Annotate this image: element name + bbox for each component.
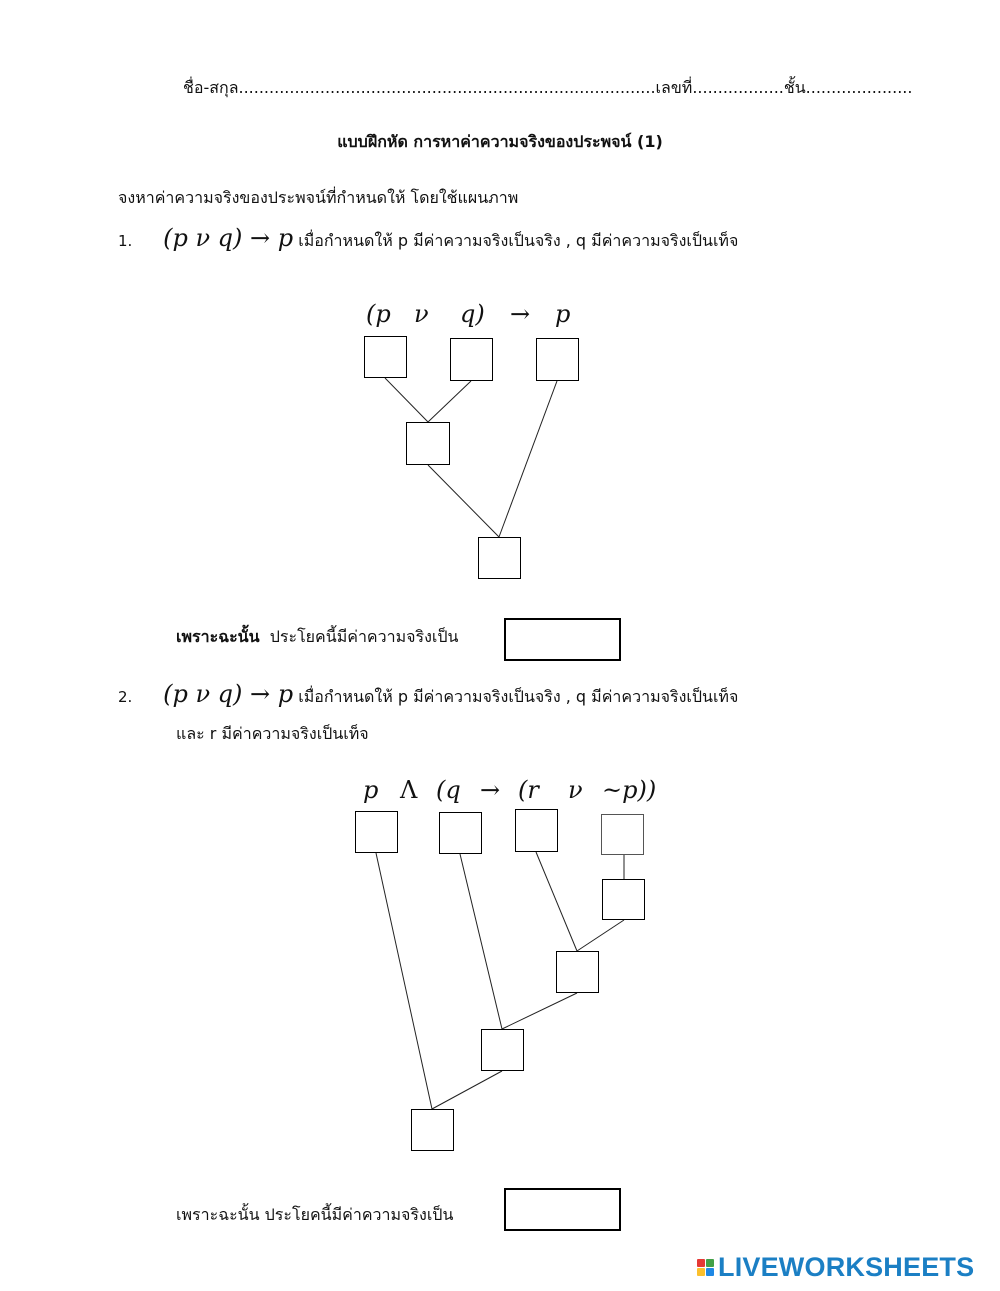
question-1-condition: เมื่อกำหนดให้ p มีค่าความจริงเป็นจริง , q มีค่าความจริงเป็นเท็จ bbox=[298, 231, 739, 250]
question-2-condition: เมื่อกำหนดให้ p มีค่าความจริงเป็นจริง , q มีค่าความจริงเป็นเท็จ bbox=[298, 687, 739, 706]
question-1-expression: (p ν q) → p bbox=[163, 224, 294, 252]
q2-box-and-result[interactable] bbox=[411, 1109, 454, 1151]
question-2 bbox=[118, 680, 738, 710]
q2-label-not-p-close: ~p)) bbox=[602, 776, 657, 804]
q2-line-implies-to-and bbox=[432, 1071, 502, 1109]
q2-box-p[interactable] bbox=[355, 811, 398, 853]
q1-label-or: ν bbox=[414, 300, 429, 328]
q2-line-or-to-implies bbox=[502, 993, 577, 1029]
logo-icon bbox=[697, 1259, 714, 1276]
q2-box-or[interactable] bbox=[556, 951, 599, 993]
q2-line-r-to-or bbox=[536, 852, 577, 951]
q2-answer-box[interactable] bbox=[504, 1188, 621, 1231]
q2-label-r-open: (r bbox=[518, 776, 539, 804]
page-title: แบบฝึกหัด การหาค่าความจริงของประพจน์ (1) bbox=[337, 132, 663, 151]
q2-line-q-to-implies bbox=[460, 854, 502, 1029]
q1-answer-box[interactable] bbox=[504, 618, 621, 661]
q1-line-q-to-or bbox=[428, 381, 471, 422]
q2-box-r[interactable] bbox=[515, 809, 558, 852]
instructions: จงหาค่าความจริงของประพจน์ที่กำหนดให้ โดยใช้แผนภาพ bbox=[118, 188, 519, 207]
student-info-line bbox=[183, 76, 912, 101]
class-field[interactable]: ..................... bbox=[805, 78, 913, 97]
q2-box-implies[interactable] bbox=[481, 1029, 524, 1071]
q1-box-p[interactable] bbox=[364, 336, 407, 378]
q1-label-p: p bbox=[555, 300, 571, 328]
q2-label-p: p bbox=[363, 776, 379, 804]
number-field[interactable]: .................. bbox=[692, 78, 784, 97]
q2-line-notp-to-or bbox=[577, 920, 624, 951]
question-2-condition-line2: และ r มีค่าความจริงเป็นเท็จ bbox=[176, 724, 369, 743]
q1-label-q-close: q) bbox=[460, 300, 485, 328]
q1-line-or-to-result bbox=[428, 465, 499, 537]
q2-box-not-p[interactable] bbox=[602, 879, 645, 920]
q1-label-implies: → bbox=[510, 300, 531, 328]
q2-box-q[interactable] bbox=[439, 812, 482, 854]
name-field[interactable]: .................................................................................. bbox=[238, 78, 656, 97]
q2-label-q-open: (q bbox=[436, 776, 461, 804]
name-label: ชื่อ-สกุล bbox=[183, 78, 239, 97]
q1-box-q[interactable] bbox=[450, 338, 493, 381]
q1-therefore: เพราะฉะนั้น bbox=[176, 627, 260, 646]
q2-label-or: ν bbox=[568, 776, 583, 804]
q2-answer-label: เพราะฉะนั้น ประโยคนี้มีค่าความจริงเป็น bbox=[176, 1205, 454, 1224]
q1-answer-text: ประโยคนี้มีค่าความจริงเป็น bbox=[269, 627, 459, 646]
class-label: ชั้น bbox=[783, 78, 806, 97]
question-1-number: 1. bbox=[118, 232, 133, 250]
q2-box-p-given[interactable] bbox=[601, 814, 644, 855]
q1-answer-label bbox=[176, 625, 458, 650]
q2-line-p-to-and bbox=[376, 853, 432, 1109]
question-2-expression: (p ν q) → p bbox=[163, 680, 294, 708]
q1-box-p-right[interactable] bbox=[536, 338, 579, 381]
q1-label-p-open: (p bbox=[366, 300, 391, 328]
logo-text: LIVEWORKSHEETS bbox=[718, 1252, 975, 1282]
q2-label-implies: → bbox=[480, 776, 501, 804]
q2-label-and: Λ bbox=[400, 776, 418, 804]
number-label: เลขที่ bbox=[655, 78, 693, 97]
q1-line-p-to-or bbox=[385, 378, 428, 422]
question-1 bbox=[118, 224, 738, 254]
q1-line-p-to-result bbox=[499, 381, 557, 537]
q1-box-or[interactable] bbox=[406, 422, 450, 465]
q1-box-result[interactable] bbox=[478, 537, 521, 579]
question-2-number: 2. bbox=[118, 688, 133, 706]
liveworksheets-logo bbox=[697, 1252, 974, 1283]
